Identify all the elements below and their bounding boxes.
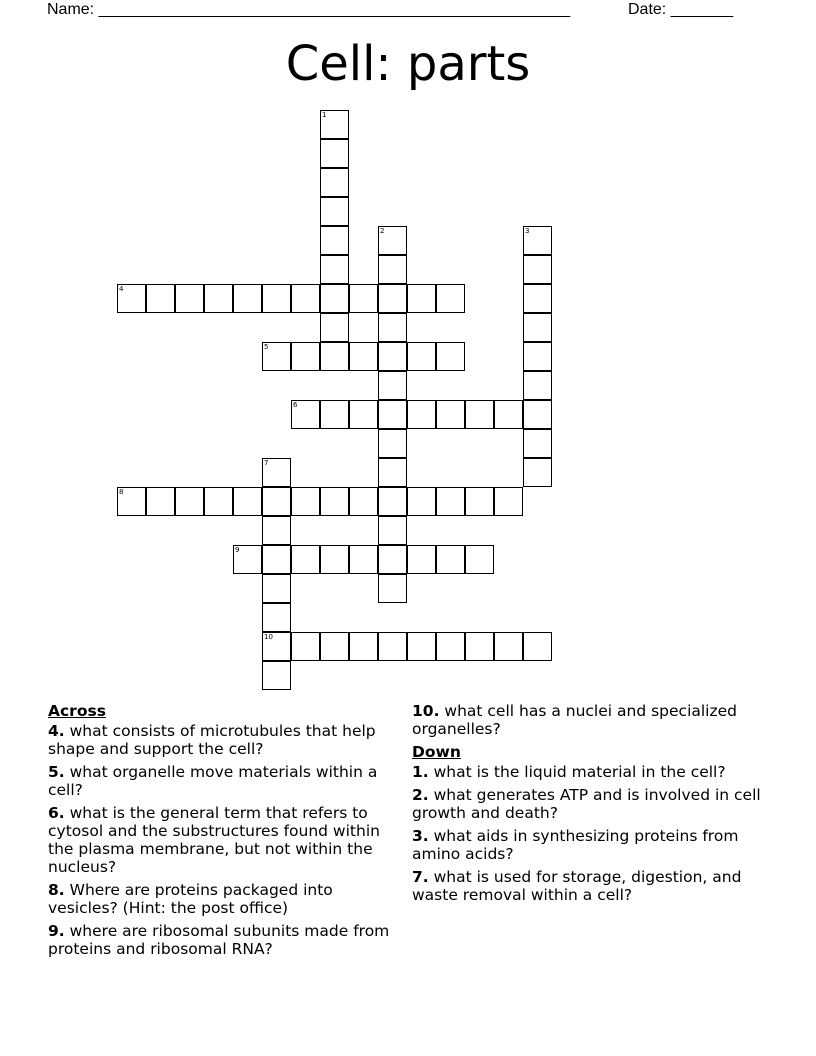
grid-cell[interactable] bbox=[378, 487, 407, 516]
grid-cell[interactable] bbox=[320, 197, 349, 226]
grid-cell[interactable] bbox=[262, 342, 291, 371]
grid-cell[interactable] bbox=[378, 226, 407, 255]
clue-text: what cell has a nuclei and specialized organelles? bbox=[412, 702, 737, 738]
clue-across-4 bbox=[48, 722, 393, 758]
grid-cell[interactable] bbox=[378, 574, 407, 603]
clue-down-2 bbox=[412, 786, 767, 822]
clue-across-5 bbox=[48, 763, 393, 799]
clue-number: 2. bbox=[412, 786, 429, 804]
grid-cell[interactable] bbox=[291, 487, 320, 516]
clue-number-label: 2 bbox=[380, 227, 385, 235]
grid-cell[interactable] bbox=[436, 487, 465, 516]
grid-cell[interactable] bbox=[407, 487, 436, 516]
grid-cell[interactable] bbox=[262, 487, 291, 516]
grid-cell[interactable] bbox=[320, 632, 349, 661]
grid-cell[interactable] bbox=[523, 400, 552, 429]
grid-cell[interactable] bbox=[291, 284, 320, 313]
grid-cell[interactable] bbox=[349, 632, 378, 661]
grid-cell[interactable] bbox=[320, 400, 349, 429]
grid-cell[interactable] bbox=[262, 284, 291, 313]
grid-cell[interactable] bbox=[175, 284, 204, 313]
grid-cell[interactable] bbox=[320, 110, 349, 139]
clue-text: what organelle move materials within a cell? bbox=[48, 763, 378, 799]
clue-across-9 bbox=[48, 922, 393, 958]
grid-cell[interactable] bbox=[436, 284, 465, 313]
clue-text: what is used for storage, digestion, and waste removal within a cell? bbox=[412, 868, 742, 904]
clue-number-label: 5 bbox=[264, 343, 269, 351]
grid-cell[interactable] bbox=[349, 545, 378, 574]
grid-cell[interactable] bbox=[378, 342, 407, 371]
grid-cell[interactable] bbox=[233, 284, 262, 313]
grid-cell[interactable] bbox=[204, 487, 233, 516]
grid-cell[interactable] bbox=[436, 545, 465, 574]
grid-cell[interactable] bbox=[523, 284, 552, 313]
grid-cell[interactable] bbox=[378, 400, 407, 429]
clue-text: where are ribosomal subunits made from proteins and ribosomal RNA? bbox=[48, 922, 390, 958]
grid-cell[interactable] bbox=[146, 487, 175, 516]
clues-column-left bbox=[48, 702, 393, 963]
grid-cell[interactable] bbox=[320, 139, 349, 168]
clue-number-label: 9 bbox=[235, 546, 240, 554]
grid-cell[interactable] bbox=[291, 400, 320, 429]
grid-cell[interactable] bbox=[523, 429, 552, 458]
grid-cell[interactable] bbox=[378, 429, 407, 458]
grid-cell[interactable] bbox=[320, 545, 349, 574]
grid-cell[interactable] bbox=[378, 313, 407, 342]
grid-cell[interactable] bbox=[465, 545, 494, 574]
grid-cell[interactable] bbox=[320, 168, 349, 197]
clue-number-label: 10 bbox=[264, 633, 273, 641]
clue-number-label: 3 bbox=[525, 227, 530, 235]
grid-cell[interactable] bbox=[523, 342, 552, 371]
clue-down-1 bbox=[412, 763, 767, 781]
clue-text: what aids in synthesizing proteins from amino acids? bbox=[412, 827, 739, 863]
grid-cell[interactable] bbox=[407, 545, 436, 574]
clue-number: 9. bbox=[48, 922, 65, 940]
grid-cell[interactable] bbox=[262, 632, 291, 661]
date-field-label: Date: _______ bbox=[628, 1, 733, 18]
grid-cell[interactable] bbox=[146, 284, 175, 313]
grid-cell[interactable] bbox=[378, 284, 407, 313]
clue-number: 4. bbox=[48, 722, 65, 740]
grid-cell[interactable] bbox=[204, 284, 233, 313]
clue-number: 5. bbox=[48, 763, 65, 781]
clue-text: what is the liquid material in the cell? bbox=[433, 763, 726, 781]
grid-cell[interactable] bbox=[465, 400, 494, 429]
grid-cell[interactable] bbox=[349, 487, 378, 516]
down-heading: Down bbox=[412, 743, 461, 761]
grid-cell[interactable] bbox=[320, 226, 349, 255]
grid-cell[interactable] bbox=[378, 545, 407, 574]
name-field-label: Name: _____________________________________________________ bbox=[47, 1, 571, 18]
clue-across-10 bbox=[412, 702, 767, 738]
clue-down-3 bbox=[412, 827, 767, 863]
clue-text: what consists of microtubules that help shape and support the cell? bbox=[48, 722, 376, 758]
grid-cell[interactable] bbox=[175, 487, 204, 516]
clues-column-right bbox=[412, 702, 767, 909]
grid-cell[interactable] bbox=[494, 400, 523, 429]
grid-cell[interactable] bbox=[262, 458, 291, 487]
grid-cell[interactable] bbox=[378, 371, 407, 400]
grid-cell[interactable] bbox=[262, 516, 291, 545]
grid-cell[interactable] bbox=[378, 516, 407, 545]
grid-cell[interactable] bbox=[262, 545, 291, 574]
grid-cell[interactable] bbox=[436, 632, 465, 661]
grid-cell[interactable] bbox=[407, 400, 436, 429]
grid-cell[interactable] bbox=[262, 603, 291, 632]
grid-cell[interactable] bbox=[291, 342, 320, 371]
grid-cell[interactable] bbox=[117, 487, 146, 516]
grid-cell[interactable] bbox=[523, 458, 552, 487]
clue-number: 6. bbox=[48, 804, 65, 822]
grid-cell[interactable] bbox=[378, 632, 407, 661]
clue-across-6 bbox=[48, 804, 393, 876]
grid-cell[interactable] bbox=[436, 342, 465, 371]
clue-number: 3. bbox=[412, 827, 429, 845]
grid-cell[interactable] bbox=[407, 632, 436, 661]
clue-text: what generates ATP and is involved in cell growth and death? bbox=[412, 786, 761, 822]
grid-cell[interactable] bbox=[523, 371, 552, 400]
grid-cell[interactable] bbox=[262, 661, 291, 690]
grid-cell[interactable] bbox=[407, 342, 436, 371]
clue-number-label: 1 bbox=[322, 111, 327, 119]
across-heading: Across bbox=[48, 702, 106, 720]
clue-down-7 bbox=[412, 868, 767, 904]
grid-cell[interactable] bbox=[523, 632, 552, 661]
grid-cell[interactable] bbox=[349, 400, 378, 429]
grid-cell[interactable] bbox=[117, 284, 146, 313]
page-title: Cell: parts bbox=[285, 36, 531, 92]
grid-cell[interactable] bbox=[494, 632, 523, 661]
clue-number: 8. bbox=[48, 881, 65, 899]
grid-cell[interactable] bbox=[349, 284, 378, 313]
grid-cell[interactable] bbox=[465, 632, 494, 661]
grid-cell[interactable] bbox=[349, 342, 378, 371]
grid-cell[interactable] bbox=[320, 284, 349, 313]
grid-cell[interactable] bbox=[378, 458, 407, 487]
grid-cell[interactable] bbox=[320, 255, 349, 284]
clue-number: 10. bbox=[412, 702, 440, 720]
grid-cell[interactable] bbox=[378, 255, 407, 284]
grid-cell[interactable] bbox=[523, 255, 552, 284]
clue-number: 1. bbox=[412, 763, 429, 781]
grid-cell[interactable] bbox=[320, 313, 349, 342]
clue-number-label: 8 bbox=[119, 488, 124, 496]
clue-number-label: 7 bbox=[264, 459, 269, 467]
grid-cell[interactable] bbox=[233, 487, 262, 516]
grid-cell[interactable] bbox=[320, 342, 349, 371]
grid-cell[interactable] bbox=[436, 400, 465, 429]
clue-number: 7. bbox=[412, 868, 429, 886]
grid-cell[interactable] bbox=[291, 632, 320, 661]
grid-cell[interactable] bbox=[291, 545, 320, 574]
clue-number-label: 6 bbox=[293, 401, 298, 409]
grid-cell[interactable] bbox=[262, 574, 291, 603]
grid-cell[interactable] bbox=[320, 487, 349, 516]
clue-text: what is the general term that refers to cytosol and the substructures found within the plasma membrane, but not within the nucleus? bbox=[48, 804, 380, 876]
clue-across-8 bbox=[48, 881, 393, 917]
grid-cell[interactable] bbox=[233, 545, 262, 574]
grid-cell[interactable] bbox=[523, 313, 552, 342]
grid-cell[interactable] bbox=[465, 487, 494, 516]
grid-cell[interactable] bbox=[523, 226, 552, 255]
grid-cell[interactable] bbox=[494, 487, 523, 516]
clue-text: Where are proteins packaged into vesicles? (Hint: the post office) bbox=[48, 881, 333, 917]
grid-cell[interactable] bbox=[407, 284, 436, 313]
clue-number-label: 4 bbox=[119, 285, 124, 293]
